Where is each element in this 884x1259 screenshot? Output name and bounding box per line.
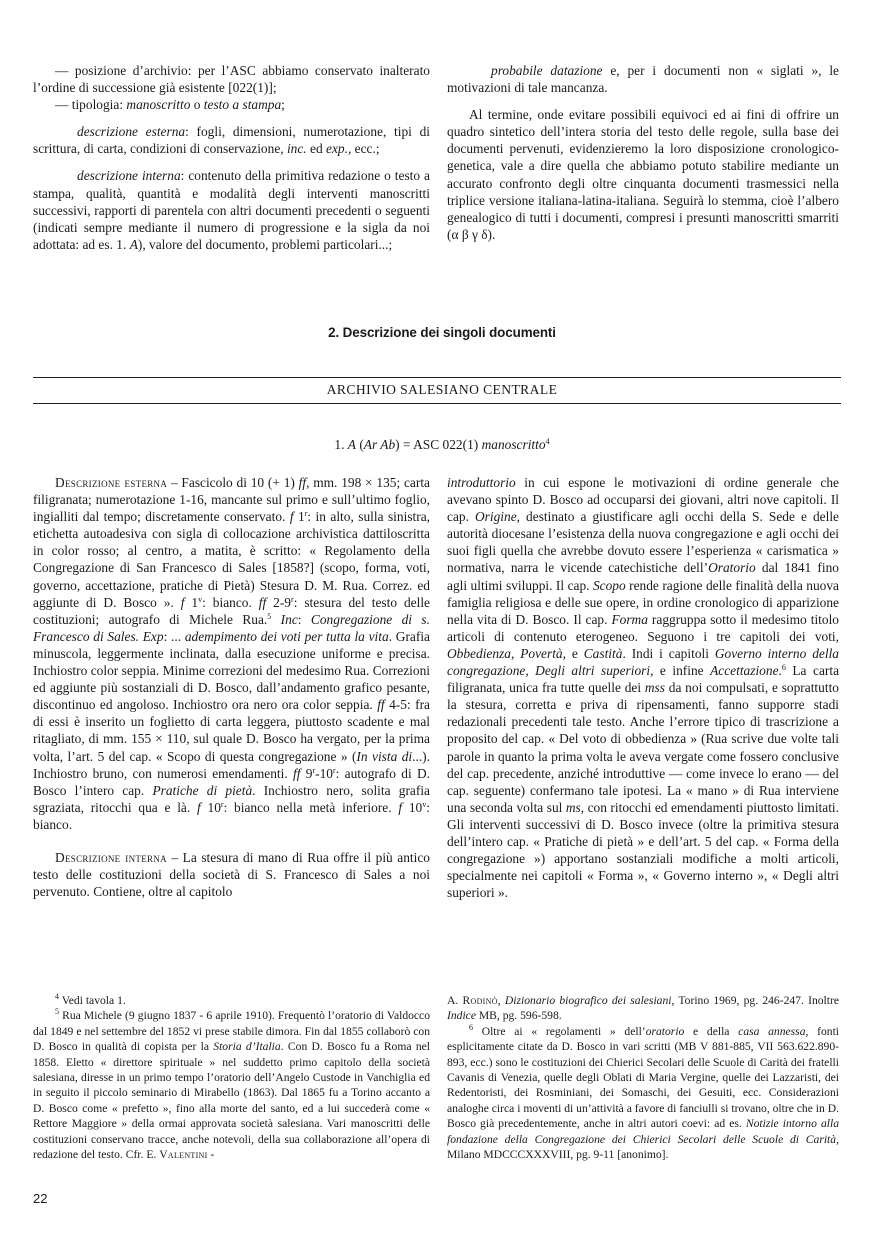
paragraph xyxy=(33,1008,430,1162)
paragraph xyxy=(33,62,430,96)
text-run: e, per i documenti non « siglati », le motivazioni di tale mancanza. xyxy=(447,63,839,96)
italic-run: Obbedienza, Povertà, xyxy=(447,645,566,661)
text-run: , e infine xyxy=(650,663,711,679)
text-run: Oltre ai « regolamenti » dell’ xyxy=(473,1024,646,1038)
italic-run: Scopo xyxy=(592,577,626,593)
superscript: 5 xyxy=(55,1007,59,1017)
text-run: dal 1841 fino agli ultimi sviluppi. Il cap. xyxy=(447,560,839,593)
text-run: . Con D. Bosco fu a Roma nel 1858. Eletto « direttore spirituale » nel suddetto primo capitolo della società salesiana, diresse in un primo tempo l’oratorio dell’Angelo Custode in Vanchiglia ed in seguito il piccolo seminario di Mirabello (1863). Dal 1865 fu a Torino accanto a D. Bosco come « prefetto », fino alla morte del santo, ed a lui succederà come « Rettore Maggiore » della ormai approvata società salesiana. Vari manoscritti delle costituzioni conservano tracce, anche notevoli, della sua collaborazione all’opera di redazione del testo. Cfr. E. xyxy=(33,1040,430,1162)
superscript: r xyxy=(312,765,316,775)
text-run: Vedi tavola 1. xyxy=(59,994,126,1007)
text-run: 1 xyxy=(184,594,199,610)
text-run: da noi compulsati, e soprattutto la stesura, corretta e priva di ripensamenti, fanno supporre stadi redazionali precedenti tale testo. Anche l’errore tipico di trascrizione a proposito del cap. « Del voto di obbedienza » (Rua scrive due volte tali parole in quanto la prima volta le aveva vergate come fossero conclusive del cap. precedente, anziché introduttive — come invece lo erano — del cap. seguente) confermano tale ipotesi. La « mano » di Rua interviene una seconda volta sul xyxy=(447,680,839,815)
italic-run: A xyxy=(129,236,138,252)
text-run: : contenuto della primitiva redazione o testo a stampa, qualità, quantità e modalità degli interventi manoscritti successivi, rapporti di parentela con altri documenti precedenti o seguenti (indicati sempre mediante il numero di progressione e la sigla da noi adottata: ad es. 1. xyxy=(33,168,430,252)
text-run: : fogli, dimensioni, numerotazione, tipi di scrittura, di carta, condizioni di conservazione, xyxy=(33,124,430,157)
document-heading xyxy=(0,437,884,453)
superscript: v xyxy=(198,594,203,604)
footnotes-right-column xyxy=(447,993,839,1162)
text-run: : stesura del testo delle costituzioni; autografo di Michele Rua. xyxy=(33,594,431,627)
text-run: Al termine, onde evitare possibili equivoci ed ai fini di offrire un quadro sintetico dell’intera storia del testo delle regole, sulla base dei documenti pervenuti, evidenzieremo la loro disposizione cronologico-genetica, vale a dire quella che abbiamo potuto stabilire mediante un accurato confronto degli oltre cinquanta documenti trasmessici nella triplice versione italiana-latina-italiana. Seguirà lo stemma, cioè l’albero genealogico di tutti i documenti, compresi i presunti manoscritti smarriti (α β γ δ). xyxy=(447,107,839,242)
text-run: in cui espone le motivazioni di ordine generale che avevano spinto D. Bosco ad occuparsi dei giovani, altri nove capitoli. Il cap. xyxy=(447,475,839,525)
top-divider-rule xyxy=(33,377,841,378)
superscript: r xyxy=(332,765,336,775)
text-run: e della xyxy=(684,1024,739,1038)
intro-criteria-left-column xyxy=(33,62,430,253)
italic-run: Forma xyxy=(611,611,648,627)
italic-run: introduttorio xyxy=(447,475,516,490)
superscript: 6 xyxy=(469,1022,473,1032)
paragraph xyxy=(447,62,839,96)
italic-run: Oratorio xyxy=(708,560,756,576)
small-caps-run: Valentini xyxy=(159,1148,208,1162)
text-run: La carta filigranata, unica fra tutte quelle dei xyxy=(447,663,840,696)
paragraph xyxy=(33,849,430,900)
paragraph xyxy=(447,106,839,243)
italic-run: f xyxy=(289,509,294,525)
text-run: . xyxy=(778,663,782,679)
italic-run: A xyxy=(347,437,356,452)
text-run: ed xyxy=(306,141,327,157)
archive-title: ARCHIVIO SALESIANO CENTRALE xyxy=(326,382,558,397)
text-run: 2-9 xyxy=(266,594,292,610)
paragraph xyxy=(33,167,430,252)
superscript: v xyxy=(422,799,427,809)
italic-run: Origine xyxy=(475,509,517,525)
paragraph xyxy=(33,123,430,157)
italic-run: Ar Ab xyxy=(363,437,396,452)
italic-run: ff xyxy=(377,697,385,713)
italic-run: ff xyxy=(298,475,307,490)
superscript: 6 xyxy=(781,663,786,673)
superscript: r xyxy=(220,799,224,809)
text-run: – La stesura di mano di Rua offre il più antico testo delle costituzioni della società di S. Francesco di Sales a noi pervenuto. Contiene, oltre al capitolo xyxy=(33,849,430,900)
superscript: r xyxy=(304,509,308,519)
small-caps-run: Descrizione esterna xyxy=(55,475,168,490)
text-run: , con ritocchi ed emendamenti piuttosto limitati. Gli interventi successivi di D. Bosco invece (oltre la primitiva stesura dell’intero cap. « Pratiche di pietà » e dell’art. 5 del cap. « Forma della congregazione ») apportano sostanziali modifiche a molti articoli, specialmente nei capitoli « Forma », « Governo interno », « Degli altri superiori ». xyxy=(447,799,839,901)
text-run: 4-5: fra di essi è inserito un foglietto di carta leggera, piuttosto scadente e mal ritagliato, di mm. 155 × 110, sul quale D. Bosco ha vergato, per la prima volta, l’art. 5 del cap. « Scopo di questa congregazione » ( xyxy=(33,697,430,764)
text-run: : bianco. xyxy=(202,594,259,610)
italic-run: Accettazione xyxy=(710,663,779,679)
italic-run: Notizie intorno alla fondazione della Congregazione dei Chierici Secolari delle Scuole di Carità xyxy=(447,1117,840,1146)
paragraph xyxy=(33,96,430,113)
document-description-right-column xyxy=(447,474,839,901)
text-run xyxy=(271,612,280,627)
italic-run: Indice xyxy=(447,1009,476,1023)
italic-run: adempimento dei voti per tutta la vita xyxy=(184,628,389,644)
text-run: , fonti esplicitamente citate da D. Bosco in vari scritti (MB V 881-885, VII 563.622.890-893, ecc.) sono le costituzioni dei Chierici Secolari delle Scuole di Carità dei fratelli Cavanis di Venezia, quelle degli Oblati di Maria Vergine, quelle dei Lazzaristi, dei Redentoristi, dei Rosminiani, dei Somaschi, dei Gesuiti, ecc. Considerazioni analoghe circa i moventi di un’attività a favore di fanciulli si trovano, oltre che in D. Bosco già precedentemente, anche in altri autori coevi: ad es. xyxy=(447,1024,840,1131)
paragraph xyxy=(447,993,839,1024)
italic-run: Pratiche di pietà xyxy=(152,782,253,798)
text-run: : in alto, sulla sinistra, etichetta autoadesiva con sigla di collocazione archivistica dattiloscritta in color rosso; al centro, a matita, è scritto: « Regolamento della Congregazione di San Francesco di Sales [1858?] (scopo, forma, voti, governo, accettazione, pratiche di Pietà) Stesura D. M. Rua. Correz. ed aggiunte di D. Bosco ». xyxy=(33,509,431,610)
small-caps-run: Rodinò xyxy=(462,994,498,1007)
italic-run: manoscritto xyxy=(481,437,546,452)
italic-run: Congregazione di s. Francesco di Sales. Exp xyxy=(33,611,430,644)
italic-run: Governo interno della congregazione, Degli altri superiori xyxy=(447,645,839,679)
italic-run: oratorio xyxy=(645,1024,685,1038)
italic-run: manoscritto xyxy=(126,97,191,113)
italic-run: Castità xyxy=(583,645,623,661)
text-run: 1 xyxy=(293,509,305,525)
text-run: 9 xyxy=(300,765,313,781)
italic-run: Dizionario biografico dei salesiani xyxy=(504,994,672,1007)
document-description-left-column xyxy=(33,474,430,900)
italic-run: Storia d’Italia xyxy=(213,1040,281,1054)
text-run: . Indi i capitoli xyxy=(622,645,715,661)
italic-run: ff xyxy=(258,594,267,610)
italic-run: testo a stampa xyxy=(203,97,282,113)
superscript: r xyxy=(291,594,294,604)
italic-run: descrizione interna xyxy=(77,168,181,184)
text-run: e xyxy=(565,645,584,661)
text-run: . Inchiostro nero, solita grafia sgraziata, ritocchi qua e là. xyxy=(33,782,430,815)
italic-run: probabile datazione xyxy=(491,63,603,78)
italic-run: Inc xyxy=(280,611,298,627)
text-run: 10 xyxy=(402,799,423,815)
text-run: . Grafia minuscola, leggermente inclinata, dalla esecuzione uniforme e precisa. Inchiostro color seppia. Minime correzioni del medesimo Rua. Correzioni ed aggiunte più sostanziali di D. Bosco, dall’andamento grafico pesante, discontinuo ed angoloso. Inchiostro ora nero ora color seppia. xyxy=(33,628,430,713)
text-run: ( xyxy=(355,437,364,452)
text-run: – Fascicolo di 10 (+ 1) xyxy=(167,475,299,490)
footnotes-left-column xyxy=(33,993,430,1162)
text-run: ) = ASC 022(1) xyxy=(395,437,482,452)
italic-run: f xyxy=(398,799,403,815)
text-run: A. xyxy=(447,994,463,1007)
text-run: ; xyxy=(281,97,285,113)
superscript: 4 xyxy=(545,437,550,446)
section-heading: 2. Descrizione dei singoli documenti xyxy=(328,325,556,340)
text-run: ...). Inchiostro bruno, con numerosi emendamenti. xyxy=(33,748,430,781)
text-run: , ecc.; xyxy=(347,141,380,157)
paragraph xyxy=(447,474,839,901)
small-caps-run: Descrizione interna xyxy=(55,849,167,865)
page-number: 22 xyxy=(33,1191,48,1206)
text-run: — posizione d’archivio: per l’ASC abbiamo conservato inalterato l’ordine di successione già esistente [022(1)]; xyxy=(33,63,430,96)
italic-run: descrizione esterna xyxy=(77,124,186,140)
text-run: - xyxy=(207,1148,215,1162)
text-run: 10 xyxy=(200,799,221,815)
text-run: : bianco. xyxy=(33,799,430,832)
text-run: : ... xyxy=(163,628,185,644)
italic-run: f xyxy=(180,594,185,610)
italic-run: exp. xyxy=(326,141,348,157)
superscript: 5 xyxy=(267,611,272,621)
text-run: rende ragione delle finalità della nuova famiglia religiosa e delle sue opere, in ordine cronologico di apparizione nella vita di D. Bosco. Il cap. xyxy=(447,577,839,627)
italic-run: f xyxy=(196,799,201,815)
text-run: 1. xyxy=(334,437,348,452)
italic-run: In vista di xyxy=(356,748,413,764)
text-run: raggruppa sotto il medesimo titolo articoli di contenuto eterogeneo. Seguono i tre capitoli dei voti, xyxy=(447,611,839,644)
italic-run: mss xyxy=(644,680,665,696)
text-run: : autografo di D. Bosco l’intero cap. xyxy=(33,765,430,798)
text-run: ), valore del documento, problemi particolari...; xyxy=(137,236,393,252)
italic-run: casa annessa xyxy=(738,1024,806,1038)
text-run: -10 xyxy=(315,765,333,781)
text-run: , Torino 1969, pg. 246-247. Inoltre xyxy=(671,994,839,1007)
text-run: — tipologia: xyxy=(55,97,127,113)
text-run: Rua Michele (9 giugno 1837 - 6 aprile 1910). Frequentò l’oratorio di Valdocco dal 1849 e nel settembre del 1852 vi prese stabile dimora. Fin dal 1855 collaborò con D. Bosco in qualità di copista per la xyxy=(33,1009,430,1054)
paragraph xyxy=(447,1024,839,1163)
paragraph xyxy=(33,993,430,1008)
italic-run: inc. xyxy=(286,141,307,157)
italic-run: ff xyxy=(293,765,301,781)
intro-criteria-right-column xyxy=(447,62,839,243)
text-run: : bianco nella metà inferiore. xyxy=(223,799,399,815)
text-run: , Milano MDCCCXXXVIII, pg. 9-11 [anonimo]. xyxy=(447,1132,839,1162)
text-run: : xyxy=(297,611,311,627)
italic-run: ms xyxy=(565,799,581,815)
text-run: , destinato a giustificare agli occhi della S. Sede e delle autorità diocesane l’esistenza della nuova congregazione e agli occhi dei suoi figli quella che avrebbe dovuto essere l’esperienza « carismatica » normativa, narra le vicende catechistiche dell’ xyxy=(447,509,839,576)
bottom-divider-rule xyxy=(33,403,841,404)
text-run: MB, pg. 596-598. xyxy=(475,1009,562,1023)
paragraph xyxy=(33,474,430,833)
text-run: o xyxy=(190,97,204,113)
superscript: 4 xyxy=(55,992,59,1001)
text-run: , xyxy=(497,994,505,1007)
text-run: , mm. 198 × 135; carta filigranata; numerotazione 1-16, mancante sul primo e sull’ultimo foglio, ingialliti dal tempo; discretamente conservato. xyxy=(33,475,430,525)
